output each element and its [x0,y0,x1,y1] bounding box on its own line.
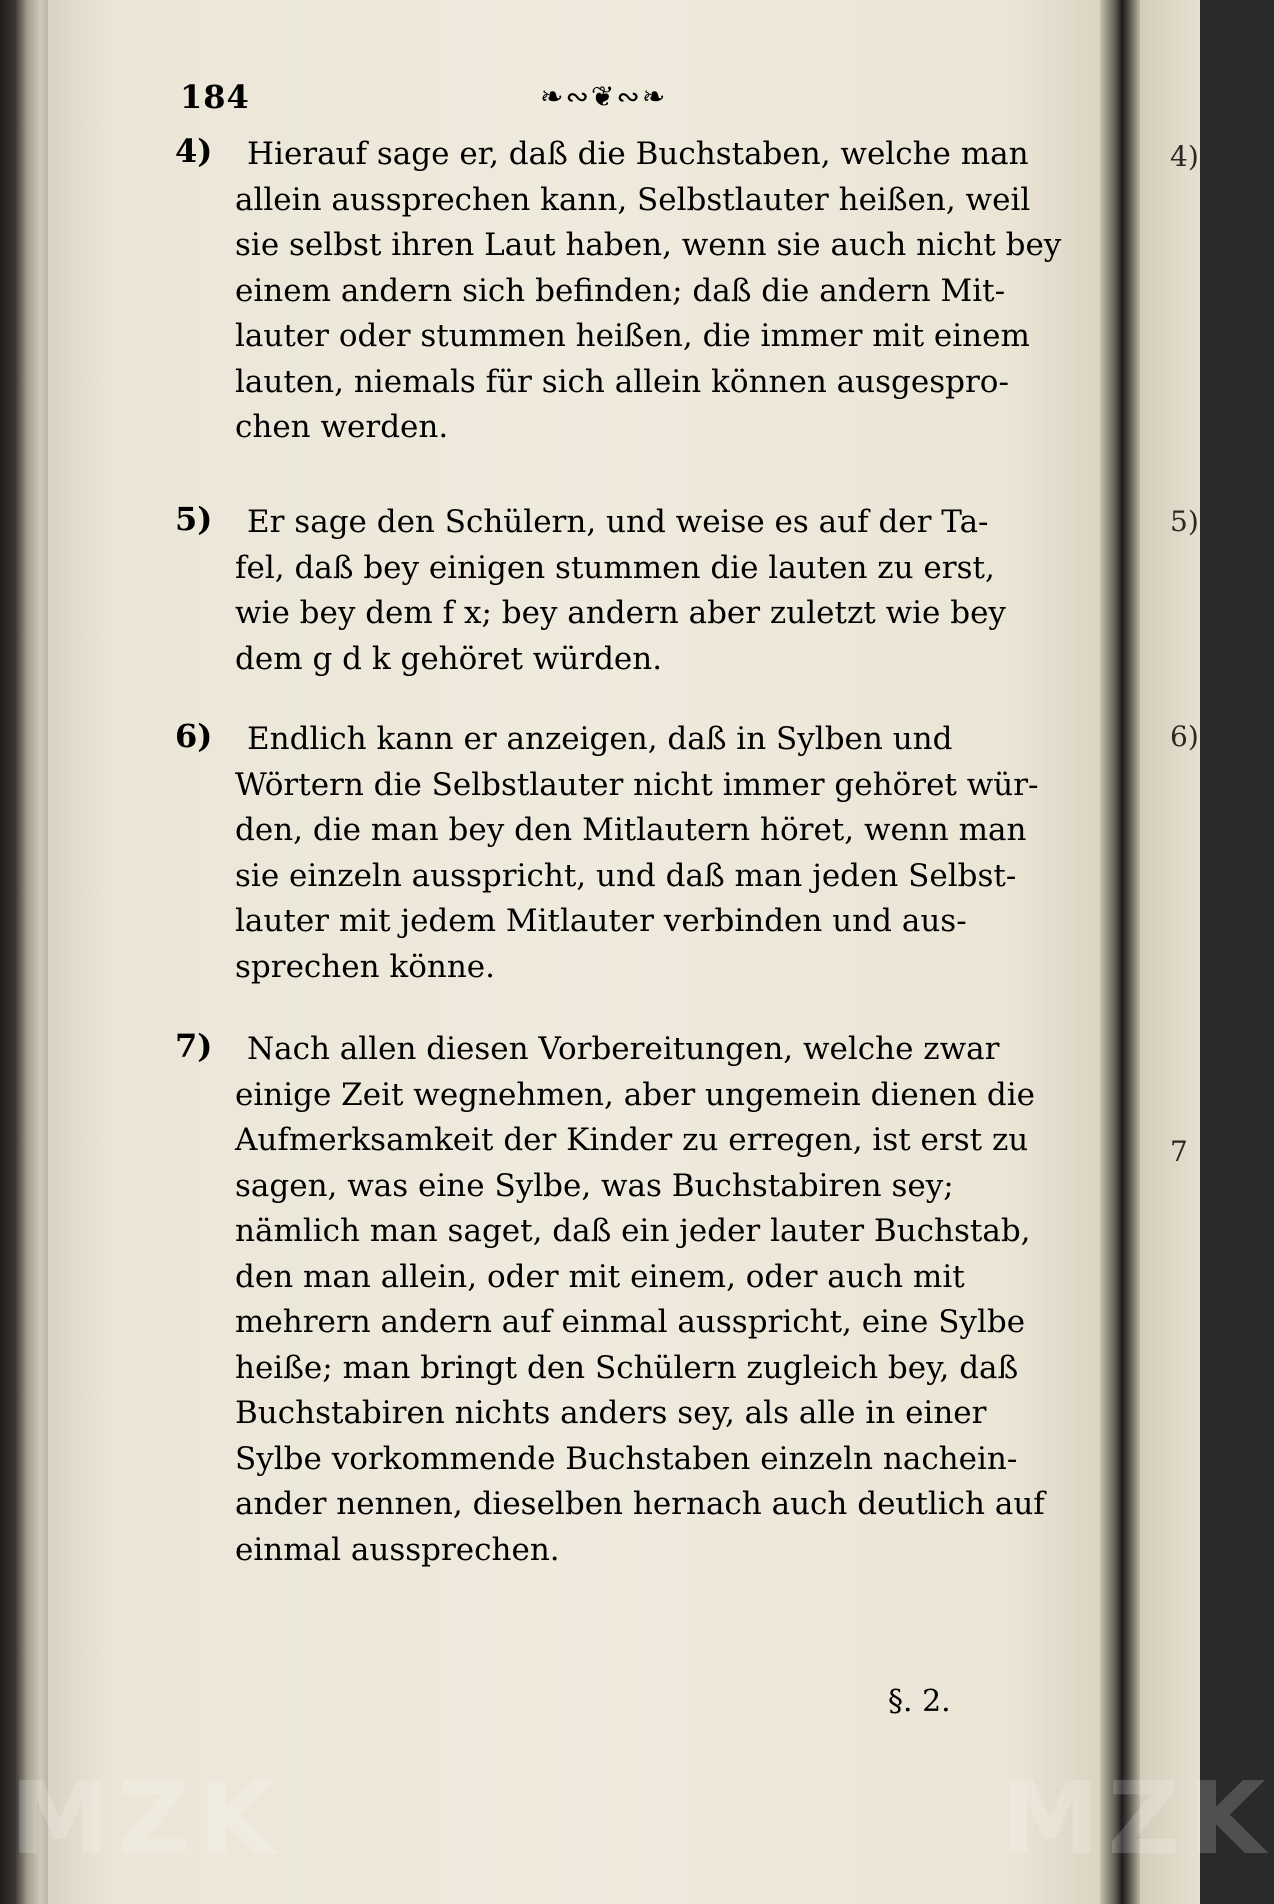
page-header [180,78,720,118]
list-item-4 [175,132,1065,451]
text-line: einige Zeit wegnehmen, aber ungemein dienen die [235,1076,1035,1113]
item-number: 6) [175,717,213,755]
item-number: 5) [175,500,213,538]
watermark-left: MZK [10,1760,284,1877]
text-line: den man allein, oder mit einem, oder auch mit [235,1258,965,1295]
text-line: chen werden. [235,409,449,445]
list-item-6 [175,717,1065,990]
text-line: fel, daß bey einigen stummen die lauten zu erst, [235,549,995,586]
text-line: heiße; man bringt den Schülern zugleich bey, daß [235,1349,1019,1386]
text-line: einem andern sich befinden; daß die andern Mit- [235,272,1006,309]
book-gutter [1100,0,1140,1904]
facing-page-number-7: 7 [1170,1135,1188,1168]
facing-page-edge [1140,0,1200,1904]
text-line: ander nennen, dieselben hernach auch deutlich auf [235,1486,1045,1522]
text-line: Wörtern die Selbstlauter nicht immer gehöret wür- [235,766,1039,803]
watermark-right: MZK [1000,1760,1274,1877]
text-line: sprechen könne. [235,948,495,985]
catchword: §. 2. [888,1684,951,1719]
facing-page-number-5: 5) [1170,505,1199,538]
text-line: Nach allen diesen Vorbereitungen, welche zwar [247,1031,1000,1067]
text-line: einmal aussprechen. [235,1531,560,1568]
text-line: den, die man bey den Mitlautern höret, wenn man [235,812,1027,848]
list-item-5 [175,500,1065,682]
text-line: lauten, niemals für sich allein können ausgespro- [235,363,1009,400]
facing-page-number-4: 4) [1170,140,1199,173]
item-number: 7) [175,1027,213,1065]
list-item-7 [175,1027,1065,1573]
text-line: sie einzeln ausspricht, und daß man jeden Selbst- [235,857,1017,894]
text-line: sie selbst ihren Laut haben, wenn sie auch nicht bey [235,227,1062,263]
left-page-edge [0,0,50,1904]
text-line: mehrern andern auf einmal ausspricht, eine Sylbe [235,1304,1026,1340]
text-line: Sylbe vorkommende Buchstaben einzeln nachein- [235,1440,1018,1477]
text-line: dem g d k gehöret würden. [235,640,663,677]
page-number: 184 [180,78,250,116]
text-line: Er sage den Schülern, und weise es auf der Ta- [247,504,989,540]
text-line: allein aussprechen kann, Selbstlauter heißen, weil [235,181,1031,218]
header-ornament: ❧∾❦∾❧ [540,80,668,113]
facing-page-number-6: 6) [1170,720,1199,753]
item-number: 4) [175,132,213,170]
text-line: Buchstabiren nichts anders sey, als alle in einer [235,1395,987,1431]
text-line: Endlich kann er anzeigen, daß in Sylben und [247,721,953,757]
text-line: Hierauf sage er, daß die Buchstaben, welche man [247,136,1029,172]
text-line: sagen, was eine Sylbe, was Buchstabiren sey; [235,1167,954,1204]
text-line: lauter oder stummen heißen, die immer mit einem [235,318,1030,354]
text-line: Aufmerksamkeit der Kinder zu erregen, ist erst zu [235,1122,1029,1158]
text-line: lauter mit jedem Mitlauter verbinden und aus- [235,903,967,939]
text-line: wie bey dem f x; bey andern aber zuletzt wie bey [235,595,1006,631]
text-line: nämlich man saget, daß ein jeder lauter Buchstab, [235,1213,1031,1249]
